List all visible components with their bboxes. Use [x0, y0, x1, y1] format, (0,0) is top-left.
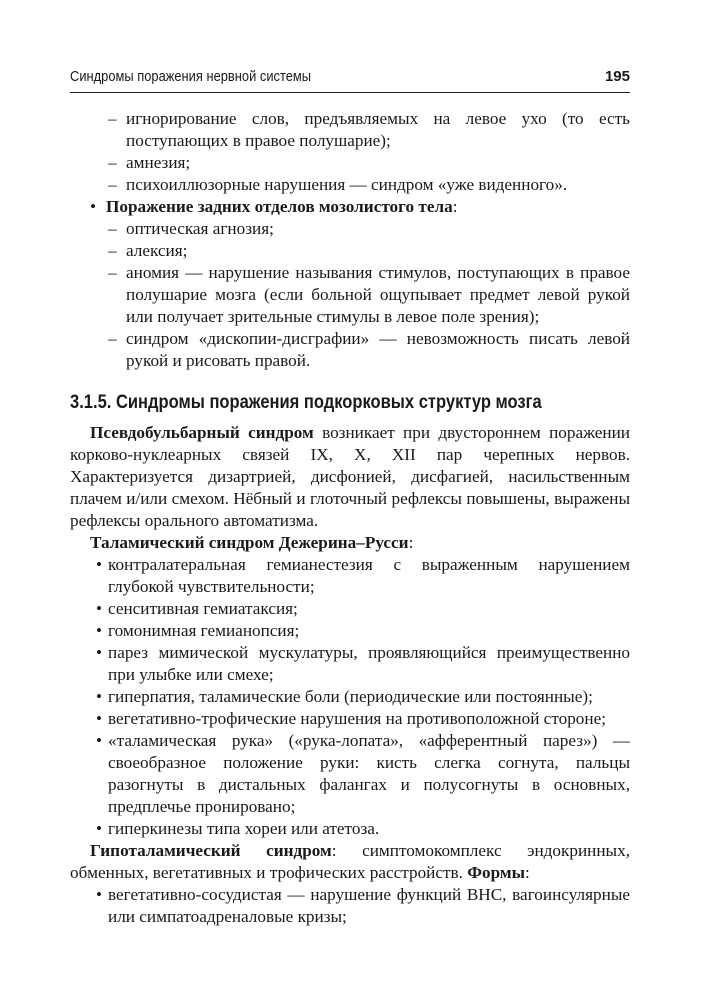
list-item: • вегетативно-сосудистая — нарушение функций ВНС, вагоинсулярные или симпатоадреналовые кризы; — [70, 884, 630, 928]
list-item: • гиперкинезы типа хореи или атетоза. — [70, 818, 630, 840]
thalamic-lead — [70, 532, 630, 554]
list-item: – амнезия; — [70, 152, 630, 174]
callosum-lead — [70, 196, 630, 218]
list-item: – психоиллюзорные нарушения — синдром «уже виденного». — [70, 174, 630, 196]
forms-label: Формы — [467, 863, 525, 882]
running-header-title: Синдромы поражения нервной системы — [70, 68, 312, 85]
list-item: • «таламическая рука» («рука-лопата», «афферентный парез») — своеобразное положение руки: кисть слегка согнута, пальцы разогнуты в дистальных фалангах и полусогнуты в основных, предплечье пронировано; — [70, 730, 630, 818]
pseudobulbar-paragraph — [70, 422, 630, 532]
list-item: • сенситивная гемиатаксия; — [70, 598, 630, 620]
list-item: – игнорирование слов, предъявляемых на левое ухо (то есть поступающих в правое полушарие); — [70, 108, 630, 152]
page-number: 195 — [604, 68, 630, 85]
list-item: • парез мимической мускулатуры, проявляющийся преимущественно при улыбке или смехе; — [70, 642, 630, 686]
thalamic-term: Таламический синдром Дежерина–Русси — [90, 533, 409, 552]
section-heading: 3.1.5. Синдромы поражения подкорковых структур мозга — [70, 392, 542, 413]
callosum-heading: Поражение задних отделов мозолистого тела — [106, 197, 453, 216]
pseudobulbar-term: Псевдобульбарный синдром — [90, 423, 314, 442]
thalamic-suffix: : — [408, 533, 414, 552]
forms-suffix: : — [525, 863, 530, 882]
pseudobulbar-text: возникает при двустороннем поражении корково-нуклеарных связей IX, X, XII пар черепных нервов. Характеризуется дизартрией, дисфонией, дисфагией, насильственным плачем и/или смехом. Нёбный и глоточный рефлексы повышены, выражены рефлексы орального автоматизма. — [70, 423, 630, 530]
list-item: • гомонимная гемианопсия; — [70, 620, 630, 642]
list-item: – синдром «дископии-дисграфии» — невозможность писать левой рукой и рисовать правой. — [70, 328, 630, 372]
page-body — [70, 108, 630, 928]
list-item: • вегетативно-трофические нарушения на противоположной стороне; — [70, 708, 630, 730]
list-item: • контралатеральная гемианестезия с выраженным нарушением глубокой чувствительности; — [70, 554, 630, 598]
hypothalamic-paragraph — [70, 840, 630, 884]
list-item: – алексия; — [70, 240, 630, 262]
hypothalamic-text: : симптомокомплекс эндокринных, обменных, вегетативных и трофических расстройств. — [70, 841, 630, 882]
list-item: • гиперпатия, таламические боли (периодические или постоянные); — [70, 686, 630, 708]
list-item: – аномия — нарушение называния стимулов, поступающих в правое полушарие мозга (если больной ощупывает предмет левой рукой или получает зрительные стимулы в левое поле зрения); — [70, 262, 630, 328]
hypothalamic-term: Гипоталамический синдром — [90, 841, 332, 860]
running-header — [70, 66, 630, 93]
list-item: – оптическая агнозия; — [70, 218, 630, 240]
callosum-heading-suffix: : — [452, 197, 458, 216]
